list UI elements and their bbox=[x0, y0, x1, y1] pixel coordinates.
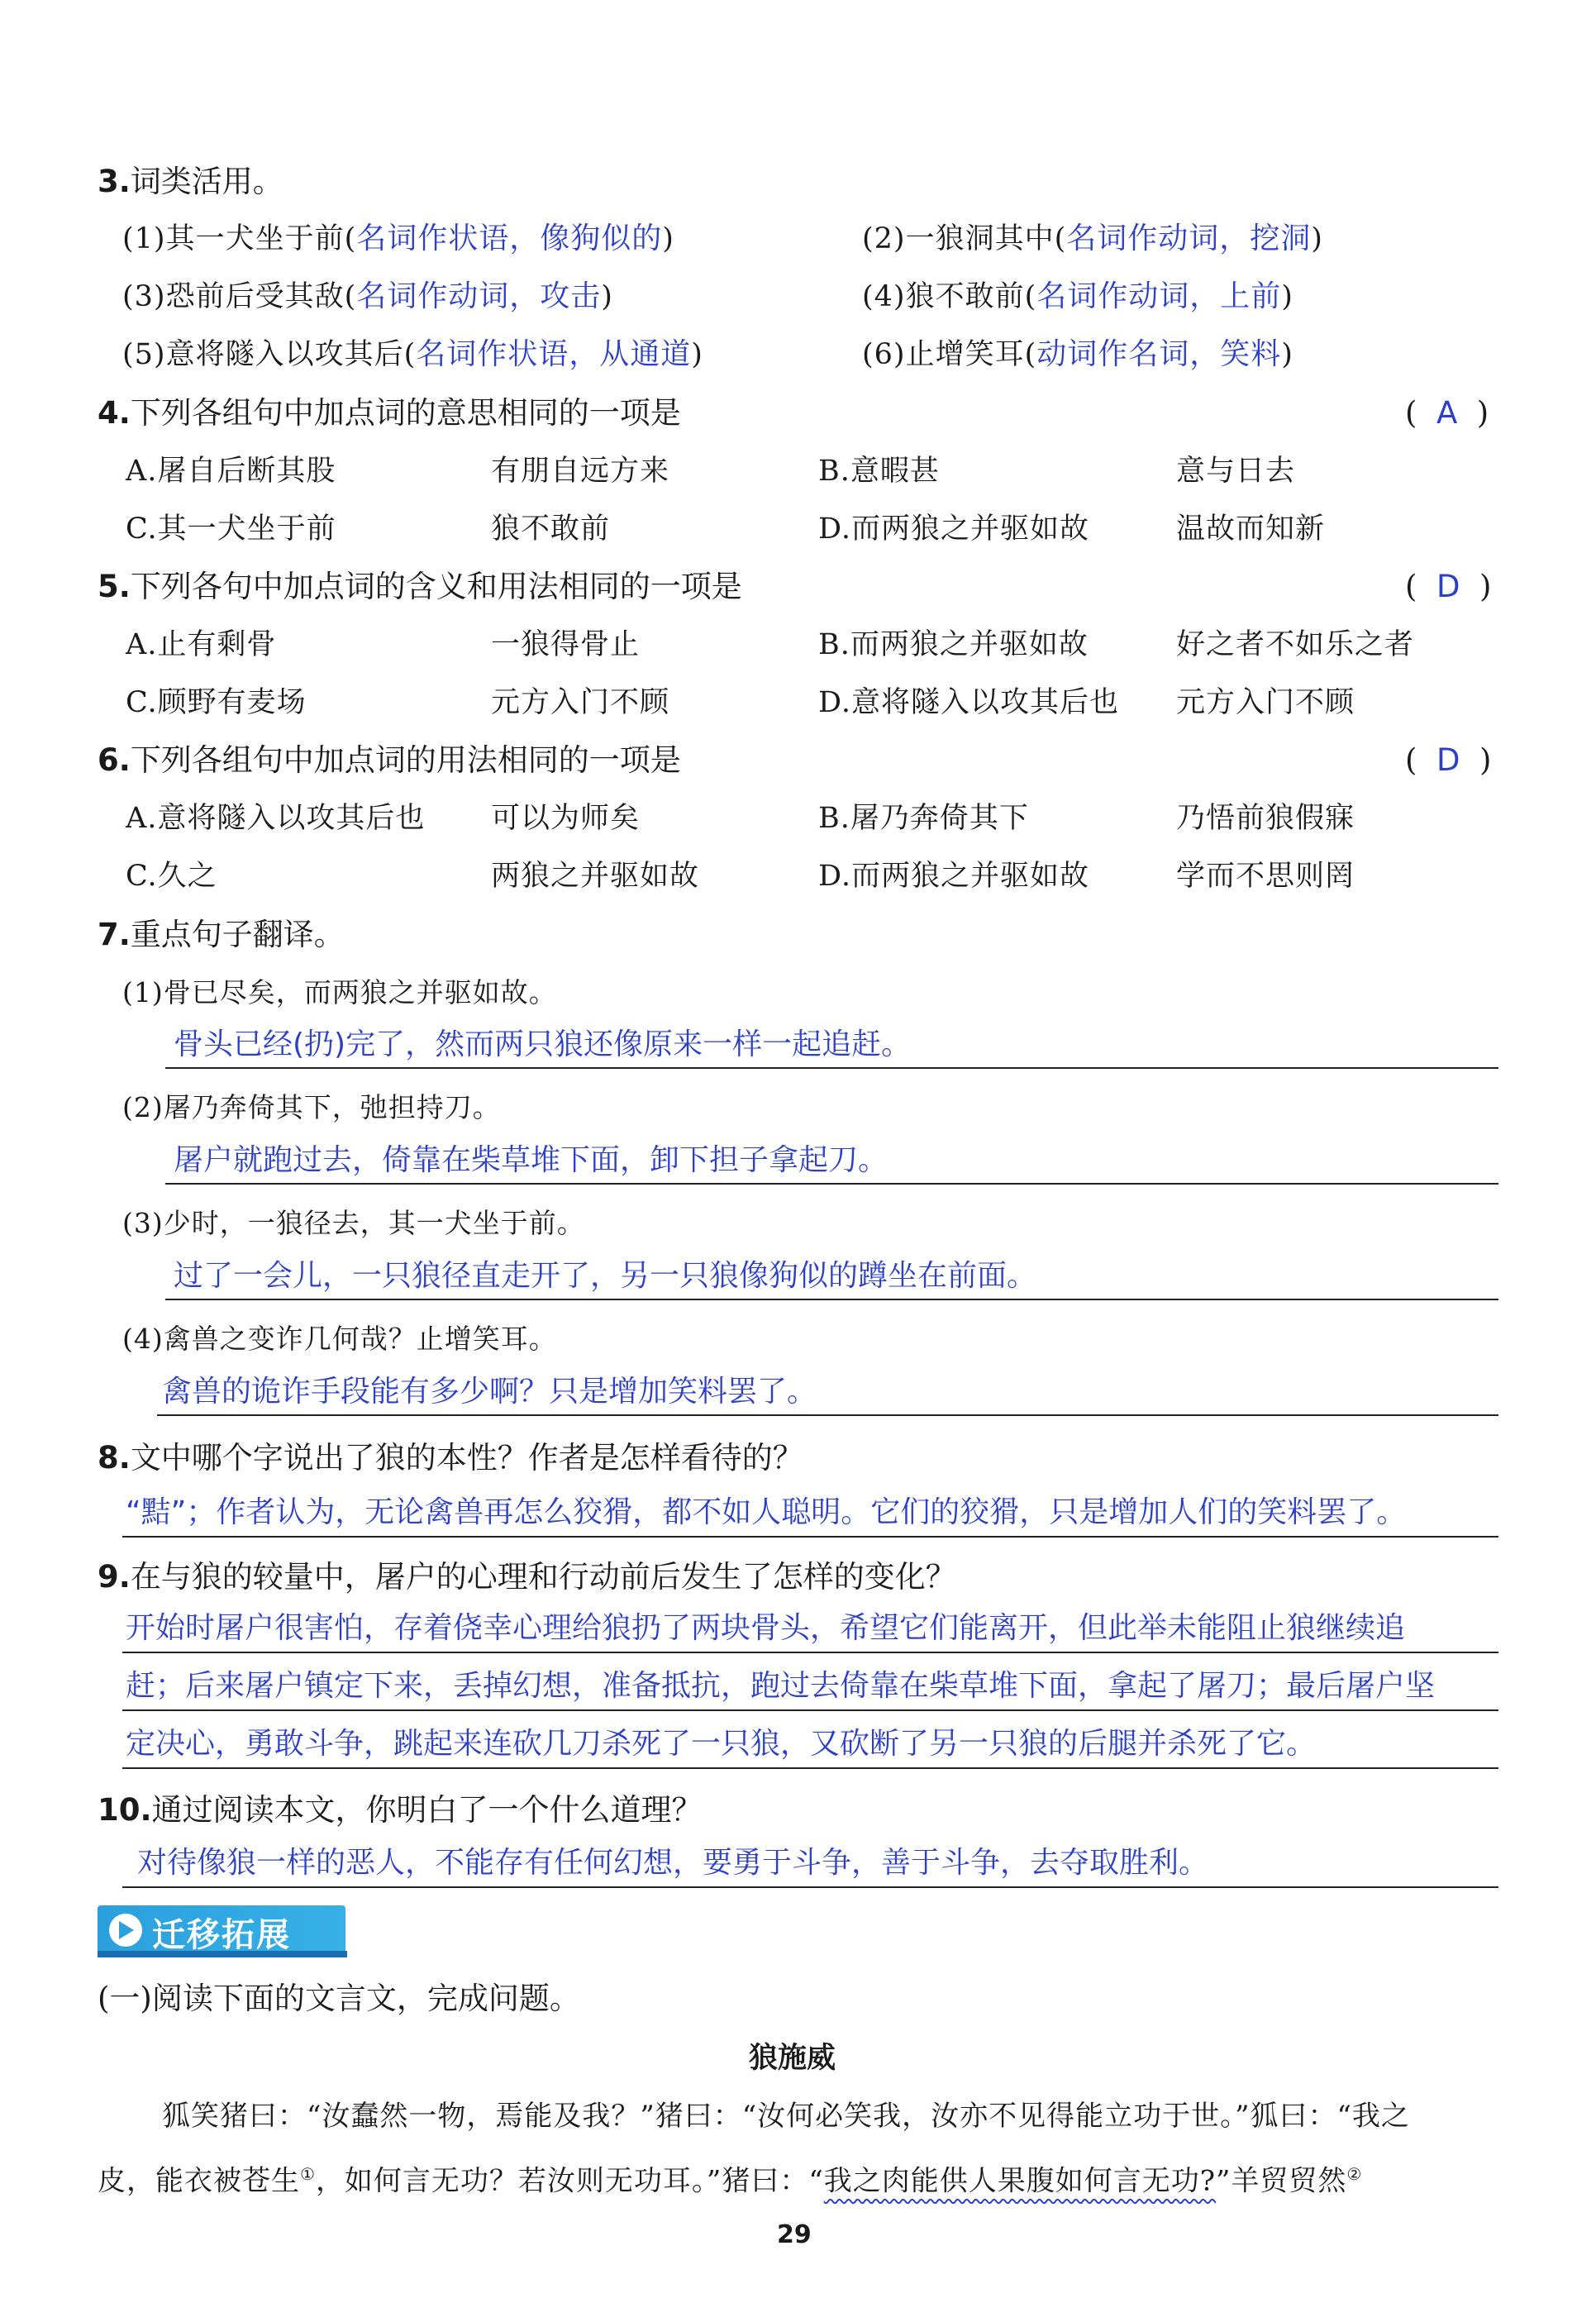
q4-option-d2: 温故而知新 bbox=[1176, 513, 1326, 546]
q3-item-1: (1)其一犬坐于前(名词作状语，像狗似的) bbox=[122, 222, 674, 255]
q9-answer-line-3: 定决心，勇敢斗争，跳起来连砍几刀杀死了一只狼，又砍断了另一只狼的后腿并杀死了它。 bbox=[126, 1727, 1317, 1761]
answer-rule bbox=[122, 1652, 1498, 1653]
q6-option-c: C.久之 bbox=[126, 860, 217, 893]
q5-option-d: D.意将隧入以攻其后也 bbox=[818, 686, 1119, 719]
q6-question: 6.下列各组句中加点词的用法相同的一项是 bbox=[98, 742, 681, 778]
q4-option-b: B.意暇甚 bbox=[818, 455, 940, 488]
q4-option-b2: 意与日去 bbox=[1176, 455, 1296, 488]
q4-option-a: A.屠自后断其股 bbox=[126, 455, 336, 488]
q6-option-b2: 乃悟前狼假寐 bbox=[1176, 802, 1355, 835]
q9-question: 9.在与狼的较量中，屠户的心理和行动前后发生了怎样的变化？ bbox=[98, 1559, 956, 1595]
q10-answer: 对待像狼一样的恶人，不能存有任何幻想，要勇于斗争，善于斗争，去夺取胜利。 bbox=[137, 1846, 1209, 1880]
q7-answer-3: 过了一会儿，一只狼径直走开了，另一只狼像狗似的蹲坐在前面。 bbox=[174, 1259, 1037, 1293]
q5-question: 5.下列各句中加点词的含义和用法相同的一项是 bbox=[98, 569, 742, 604]
play-icon bbox=[109, 1914, 142, 1947]
q7-answer-1: 骨头已经(扔)完了，然而两只狼还像原来一样一起追赶。 bbox=[174, 1027, 912, 1061]
wavy-underlined-sentence: 我之肉能供人果腹如何言无功? bbox=[823, 2164, 1216, 2198]
q7-answer-4: 禽兽的诡诈手段能有多少啊？只是增加笑料罢了。 bbox=[162, 1375, 817, 1409]
answer-rule bbox=[122, 1536, 1498, 1538]
q4-answer-paren: ( A ) bbox=[1405, 395, 1489, 431]
answer-rule bbox=[165, 1299, 1498, 1300]
q9-answer-line-1: 开始时屠户很害怕，存着侥幸心理给狼扔了两块骨头，希望它们能离开，但此举未能阻止狼继续追 bbox=[126, 1611, 1406, 1645]
reading-line-1: 狐笑猪曰：“汝蠢然一物，焉能及我？”猪曰：“汝何必笑我，汝亦不见得能立功于世。”狐曰：“我之 bbox=[162, 2100, 1410, 2133]
section-header bbox=[98, 1905, 347, 1958]
q9-answer-line-2: 赶；后来屠户镇定下来，丢掉幻想，准备抵抗，跑过去倚靠在柴草堆下面，拿起了屠刀；最后屠户坚 bbox=[126, 1669, 1436, 1703]
reading-title: 狼施威 bbox=[749, 2042, 836, 2075]
q4-option-d: D.而两狼之并驱如故 bbox=[818, 513, 1089, 546]
q3-title: 3.词类活用。 bbox=[98, 164, 283, 199]
q6-option-d2: 学而不思则罔 bbox=[1176, 860, 1355, 893]
q8-question: 8.文中哪个字说出了狼的本性？作者是怎样看待的？ bbox=[98, 1440, 803, 1476]
q3-item-6: (6)止增笑耳(动词作名词，笑料) bbox=[862, 337, 1293, 371]
q3-item-4: (4)狼不敢前(名词作动词，上前) bbox=[862, 279, 1293, 313]
q8-answer: “黠”；作者认为，无论禽兽再怎么狡猾，都不如人聪明。它们的狡猾，只是增加人们的笑料罢了。 bbox=[126, 1495, 1407, 1529]
answer-rule bbox=[122, 1767, 1498, 1769]
answer-rule bbox=[157, 1414, 1498, 1416]
q7-sentence-2: (2)屠乃奔倚其下，弛担持刀。 bbox=[122, 1091, 501, 1123]
q5-option-d2: 元方入门不顾 bbox=[1176, 686, 1355, 719]
q6-option-c2: 两狼之并驱如故 bbox=[491, 860, 700, 893]
q6-option-a2: 可以为师矣 bbox=[491, 802, 641, 835]
reading-intro: (一)阅读下面的文言文，完成问题。 bbox=[98, 1981, 580, 2016]
q7-question: 7.重点句子翻译。 bbox=[98, 917, 345, 952]
q6-answer-paren: ( D ) bbox=[1405, 742, 1492, 778]
q6-option-a: A.意将隧入以攻其后也 bbox=[126, 802, 426, 835]
q7-sentence-4: (4)禽兽之变诈几何哉？止增笑耳。 bbox=[122, 1323, 557, 1355]
q3-item-2: (2)一狼洞其中(名词作动词，挖洞) bbox=[862, 222, 1323, 255]
q5-option-c: C.顾野有麦场 bbox=[126, 686, 307, 719]
q6-option-d: D.而两狼之并驱如故 bbox=[818, 860, 1089, 893]
q4-question: 4.下列各组句中加点词的意思相同的一项是 bbox=[98, 395, 681, 431]
q6-option-b: B.屠乃奔倚其下 bbox=[818, 802, 1029, 835]
section-title: 迁移拓展 bbox=[152, 1916, 291, 1954]
reading-line-2: 皮，能衣被苍生①，如何言无功？若汝则无功耳。”猪曰：“我之肉能供人果腹如何言无功?”羊贸贸然② bbox=[98, 2164, 1363, 2198]
q4-option-a2: 有朋自远方来 bbox=[491, 455, 670, 488]
q5-option-b: B.而两狼之并驱如故 bbox=[818, 628, 1089, 661]
q3-item-5: (5)意将隧入以攻其后(名词作状语，从通道) bbox=[122, 337, 703, 371]
answer-rule bbox=[122, 1709, 1498, 1711]
page-number: 29 bbox=[777, 2220, 812, 2249]
q5-option-a: A.止有剩骨 bbox=[126, 628, 277, 661]
q5-option-c2: 元方入门不顾 bbox=[491, 686, 670, 719]
answer-rule bbox=[122, 1886, 1498, 1888]
answer-rule bbox=[165, 1183, 1498, 1185]
q5-answer-paren: ( D ) bbox=[1405, 569, 1492, 604]
q10-question: 10.通过阅读本文，你明白了一个什么道理？ bbox=[98, 1792, 703, 1828]
q5-option-a2: 一狼得骨止 bbox=[491, 628, 641, 661]
q7-answer-2: 屠户就跑过去，倚靠在柴草堆下面，卸下担子拿起刀。 bbox=[174, 1143, 889, 1177]
q4-option-c2: 狼不敢前 bbox=[491, 513, 611, 546]
q7-sentence-1: (1)骨已尽矣，而两狼之并驱如故。 bbox=[122, 976, 557, 1008]
answer-rule bbox=[165, 1067, 1498, 1069]
q3-item-3: (3)恐前后受其敌(名词作动词，攻击) bbox=[122, 279, 613, 313]
q5-option-b2: 好之者不如乐之者 bbox=[1176, 628, 1415, 661]
q4-option-c: C.其一犬坐于前 bbox=[126, 513, 336, 546]
q7-sentence-3: (3)少时，一狼径去，其一犬坐于前。 bbox=[122, 1207, 585, 1239]
